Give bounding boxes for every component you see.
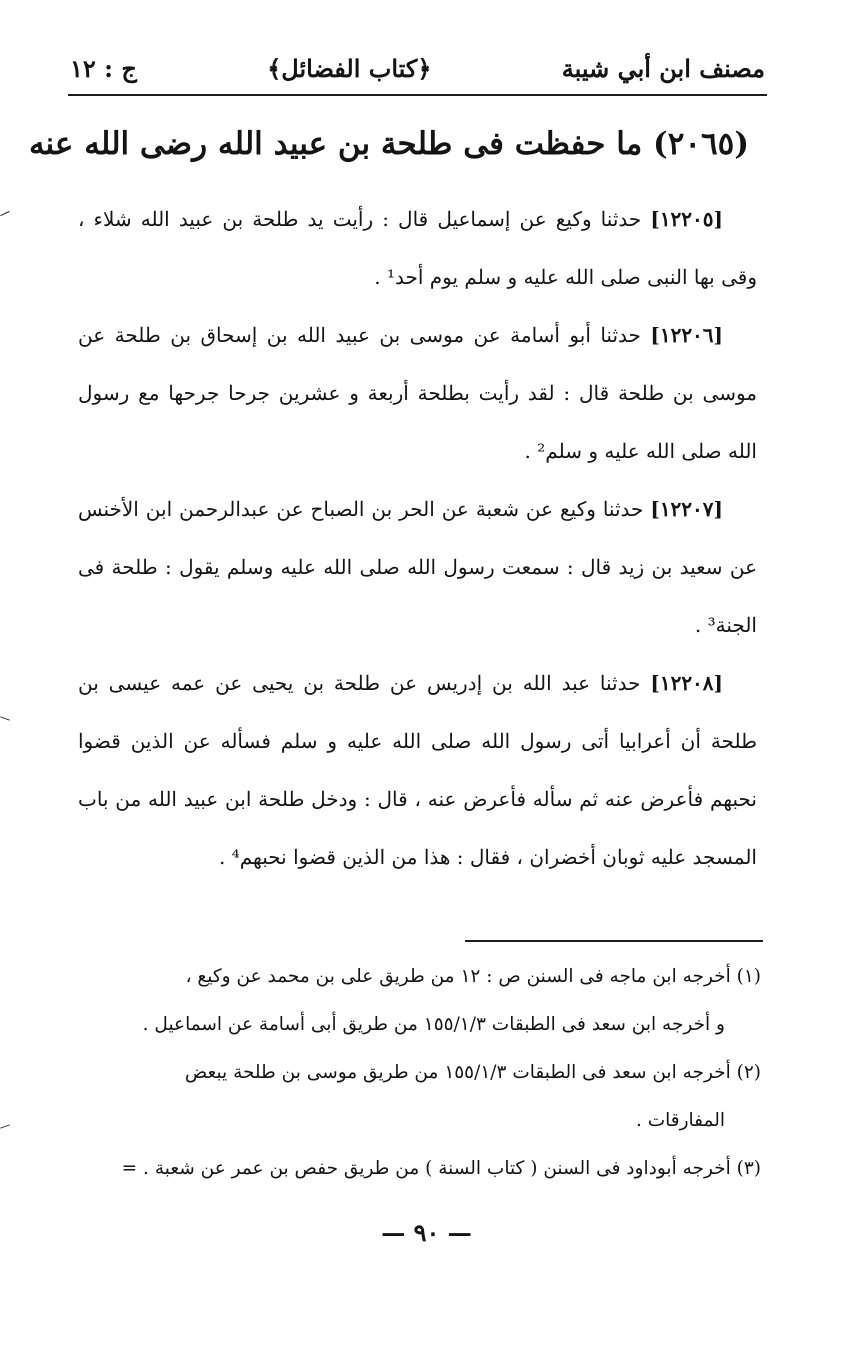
- hadith-paragraph: [78, 306, 757, 480]
- hadith-paragraph: [78, 190, 757, 306]
- margin-mark: [0, 211, 9, 216]
- footnote-marker: (١): [736, 966, 761, 987]
- footnote-text: أخرجه ابن ماجه فى السنن ص : ١٢ من طريق على بن محمد عن وكيع ،: [185, 966, 731, 987]
- hadith-text: حدثنا أبو أسامة عن موسى بن عبيد الله بن إسحاق بن طلحة عن موسى بن طلحة قال : لقد رأيت بطلحة أربعة و عشرين جرحا جرحها مع رسول الله صلى الله عليه و سلم² .: [78, 323, 757, 463]
- chapter-heading: (٢٠٦٥) ما حفظت فى طلحة بن عبيد الله رضى الله عنه: [28, 126, 749, 162]
- footnote-text: أخرجه أبوداود فى السنن ( كتاب السنة ) من طريق حفص بن عمر عن شعبة . =: [121, 1158, 731, 1179]
- footnote-marker: (٣): [736, 1158, 761, 1179]
- footnote: [78, 953, 761, 1001]
- hadith-number: [١٢٢٠٦]: [650, 323, 724, 347]
- footnote: [78, 1145, 761, 1193]
- header-rule: [68, 94, 767, 96]
- hadith-text: حدثنا عبد الله بن إدريس عن طلحة بن يحيى عن عمه عيسى بن طلحة أن أعرابيا أتى رسول الله صلى الله عليه و سلم فسأله عن الذين قضوا نحبهم فأعرض عنه ثم سأله فأعرض عنه ، قال : ودخل طلحة ابن عبيد الله من باب المسجد عليه ثوبان أخضران ، فقال : هذا من الذين قضوا نحبهم⁴ .: [78, 671, 757, 869]
- hadith-paragraph: [78, 480, 757, 654]
- footnote-marker: (٢): [736, 1062, 761, 1083]
- hadith-paragraph: [78, 654, 757, 886]
- section-title: ﴿كتاب الفضائل﴾: [267, 53, 432, 83]
- page-number: — ٩٠ —: [381, 1218, 472, 1247]
- main-text: [78, 190, 757, 886]
- footnote-text: أخرجه ابن سعد فى الطبقات ١٥٥/١/٣ من طريق موسى بن طلحة يبعض: [184, 1062, 731, 1083]
- margin-mark: [0, 1124, 10, 1128]
- hadith-text: حدثنا وكيع عن إسماعيل قال : رأيت يد طلحة بن عبيد الله شلاء ، وقى بها النبى صلى الله عليه و سلم يوم أحد¹ .: [78, 207, 757, 289]
- footnote: [78, 1049, 761, 1097]
- footnote-continuation: و أخرجه ابن سعد فى الطبقات ١٥٥/١/٣ من طريق أبى أسامة عن اسماعيل .: [142, 1014, 725, 1035]
- margin-mark: [0, 716, 10, 720]
- hadith-number: [١٢٢٠٧]: [650, 497, 723, 521]
- book-title: مصنف ابن أبي شيبة: [561, 53, 765, 83]
- footnote-continuation: المفارقات .: [635, 1110, 725, 1131]
- footnotes: [78, 953, 761, 1193]
- running-header: [70, 48, 765, 88]
- volume-number: ج : ١٢: [70, 53, 137, 83]
- footnote-separator: [465, 940, 763, 942]
- hadith-number: [١٢٢٠٨]: [650, 671, 724, 695]
- hadith-number: [١٢٢٠٥]: [650, 207, 723, 231]
- hadith-text: حدثنا وكيع عن شعبة عن الحر بن الصباح عن عبدالرحمن ابن الأخنس عن سعيد بن زيد قال : سمعت رسول الله صلى الله عليه وسلم يقول : طلحة فى الجنة³ .: [78, 497, 757, 637]
